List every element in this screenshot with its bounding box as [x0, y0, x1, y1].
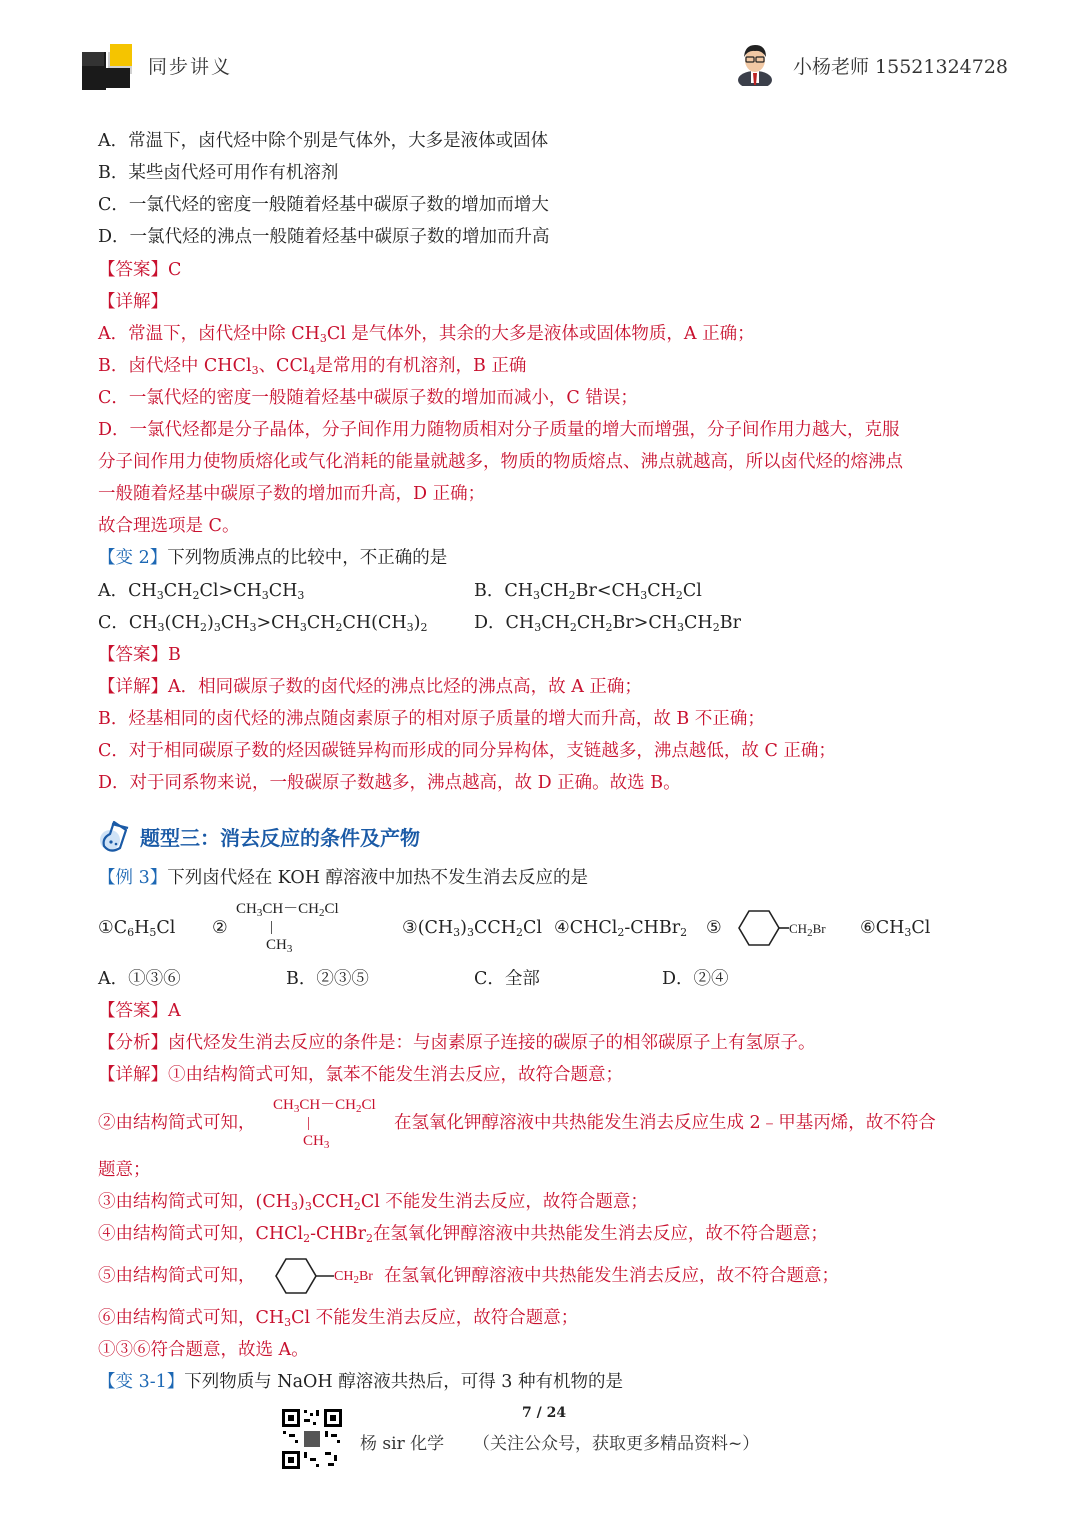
ex3-conclusion: ①③⑥符合题意，故选 A。	[98, 1340, 309, 1360]
v2-answer: 【答案】B	[98, 645, 181, 665]
footer-name: 杨 sir 化学	[360, 1434, 445, 1454]
q1-option-b: B．某些卤代烃可用作有机溶剂	[98, 163, 339, 183]
v2-detail-4: D．对于同系物来说，一般碳原子数越多，沸点越高，故 D 正确。故选 B。	[98, 773, 681, 793]
q1-detail-a: A．常温下，卤代烃中除 $CH_3Cl$ 是气体外，其余的大多是液体或固体物质，A 正确；	[98, 324, 755, 345]
page-header	[0, 36, 1080, 96]
ex3-detail-2b: 在氢氧化钾醇溶液中共热能发生消去反应生成 2﹣甲基丙烯，故不符合	[394, 1113, 936, 1133]
ex3-option-b: B．②③⑤	[286, 969, 369, 989]
ex3-question: 【例 3】下列卤代烃在 KOH 醇溶液中加热不发生消去反应的是	[98, 868, 589, 888]
ex3-detail-4: ④由结构简式可知，CHCl$_2$-CHBr$_2$在氢氧化钾醇溶液中共热能发生消去反应，故不符合题意；	[98, 1224, 828, 1245]
ex3-detail-6: ⑥由结构简式可知，$CH_3Cl$ 不能发生消去反应，故符合题意；	[98, 1308, 579, 1329]
v2-option-c: C．$CH_3(CH_2)_3CH_3>CH_3CH_2CH(CH_3)_2$	[98, 613, 428, 634]
header-title: 同步讲义	[148, 56, 233, 78]
teacher-avatar-icon	[735, 40, 775, 86]
v2-option-b: B．$CH_3CH_2Br<CH_3CH_2Cl$	[474, 581, 702, 602]
qr-code-icon	[280, 1407, 344, 1471]
footer-note: （关注公众号，获取更多精品资料~）	[473, 1434, 760, 1454]
ex3-detail-2a: ②由结构简式可知，	[98, 1113, 256, 1133]
v2-question: 【变 2】下列物质沸点的比较中，不正确的是	[98, 548, 448, 568]
ex3-item-6: $⑥CH_3Cl$	[860, 918, 931, 939]
q1-conclusion: 故合理选项是 C。	[98, 516, 240, 536]
ex3-option-a: A．①③⑥	[98, 969, 181, 989]
ex3-item-2: ②	[212, 918, 228, 938]
ex3-ring-substituent: $CH_2Br$	[789, 921, 826, 939]
page-number: 7 / 24	[522, 1405, 567, 1421]
v2-option-d: D．$CH_3CH_2CH_2Br>CH_3CH_2Br$	[474, 613, 741, 634]
ex3-item-5: ⑤	[706, 918, 722, 938]
ex3-structure-2: $CH_3CH-CH_2Cl$ | $CH_3$	[236, 901, 339, 955]
ex3-detail-5a: ⑤由结构简式可知，	[98, 1266, 256, 1286]
q1-option-c: C．一氯代烃的密度一般随着烃基中碳原子数的增加而增大	[98, 195, 549, 215]
page-footer	[0, 1405, 1080, 1475]
ex3-item-3: $③(CH_3)_3CCH_2Cl$	[402, 918, 543, 939]
ex3-item-4: ④CHCl$_2$-CHBr$_2$	[554, 918, 688, 939]
logo-icon	[80, 42, 134, 90]
ex3-detail-5-substituent: $CH_2Br$	[334, 1269, 373, 1286]
q1-detail-tag: 【详解】	[98, 292, 168, 312]
header-author: 小杨老师 15521324728	[793, 56, 1009, 78]
ex3-detail-1: 【详解】①由结构简式可知，氯苯不能发生消去反应，故符合题意；	[98, 1065, 623, 1085]
q1-option-d: D．一氯代烃的沸点一般随着烃基中碳原子数的增加而升高	[98, 227, 550, 247]
v2-detail-3: C．对于相同碳原子数的烃因碳链异构而形成的同分异构体，支链越多，沸点越低，故 C 正确；	[98, 741, 836, 761]
ex3-detail-2c: 题意；	[98, 1160, 151, 1180]
q1-detail-d3: 一般随着烃基中碳原子数的增加而升高，D 正确；	[98, 484, 486, 504]
ex3-detail-2-structure: $CH_3CH-CH_2Cl$ | $CH_3$	[273, 1097, 376, 1151]
section-title: 题型三：消去反应的条件及产物	[140, 826, 420, 850]
v2-detail-2: B．烃基相同的卤代烃的沸点随卤素原子的相对原子质量的增大而升高，故 B 不正确；	[98, 709, 765, 729]
v2-detail-1: 【详解】A．相同碳原子数的卤代烃的沸点比烃的沸点高，故 A 正确；	[98, 677, 642, 697]
cyclohexane-ring-icon	[729, 908, 789, 948]
q1-detail-d1: D．一氯代烃都是分子晶体，分子间作用力随物质相对分子质量的增大而增强，分子间作用力越大，克服	[98, 420, 900, 440]
ex3-analysis: 【分析】卤代烃发生消去反应的条件是：与卤素原子连接的碳原子的相邻碳原子上有氢原子。	[98, 1033, 816, 1053]
q1-answer: 【答案】C	[98, 260, 182, 280]
ex3-answer: 【答案】A	[98, 1001, 181, 1021]
section-heading	[96, 816, 420, 856]
v31-question: 【变 3-1】下列物质与 NaOH 醇溶液共热后，可得 3 种有机物的是	[98, 1372, 623, 1392]
v2-option-a: A．$CH_3CH_2Cl>CH_3CH_3$	[98, 581, 305, 602]
ex3-detail-5b: 在氢氧化钾醇溶液中共热能发生消去反应，故不符合题意；	[384, 1266, 839, 1286]
ex3-option-d: D．②④	[662, 969, 729, 989]
flask-icon	[96, 816, 136, 856]
ex3-option-c: C．全部	[474, 969, 540, 989]
ex3-item-1: $①C_6H_5Cl$	[98, 918, 176, 939]
q1-option-a: A．常温下，卤代烃中除个别是气体外，大多是液体或固体	[98, 131, 549, 151]
ex3-detail-3: ③由结构简式可知，$(CH_3)_3CCH_2Cl$ 不能发生消去反应，故符合题意；	[98, 1192, 648, 1213]
q1-detail-b: B．卤代烃中 CHCl$_3$、CCl$_4$是常用的有机溶剂，B 正确	[98, 356, 527, 377]
cyclohexane-ring-icon	[272, 1256, 336, 1296]
q1-detail-d2: 分子间作用力使物质熔化或气化消耗的能量就越多，物质的物质熔点、沸点就越高，所以卤代烃的熔沸点	[98, 452, 903, 472]
q1-detail-c: C．一氯代烃的密度一般随着烃基中碳原子数的增加而减小，C 错误；	[98, 388, 638, 408]
